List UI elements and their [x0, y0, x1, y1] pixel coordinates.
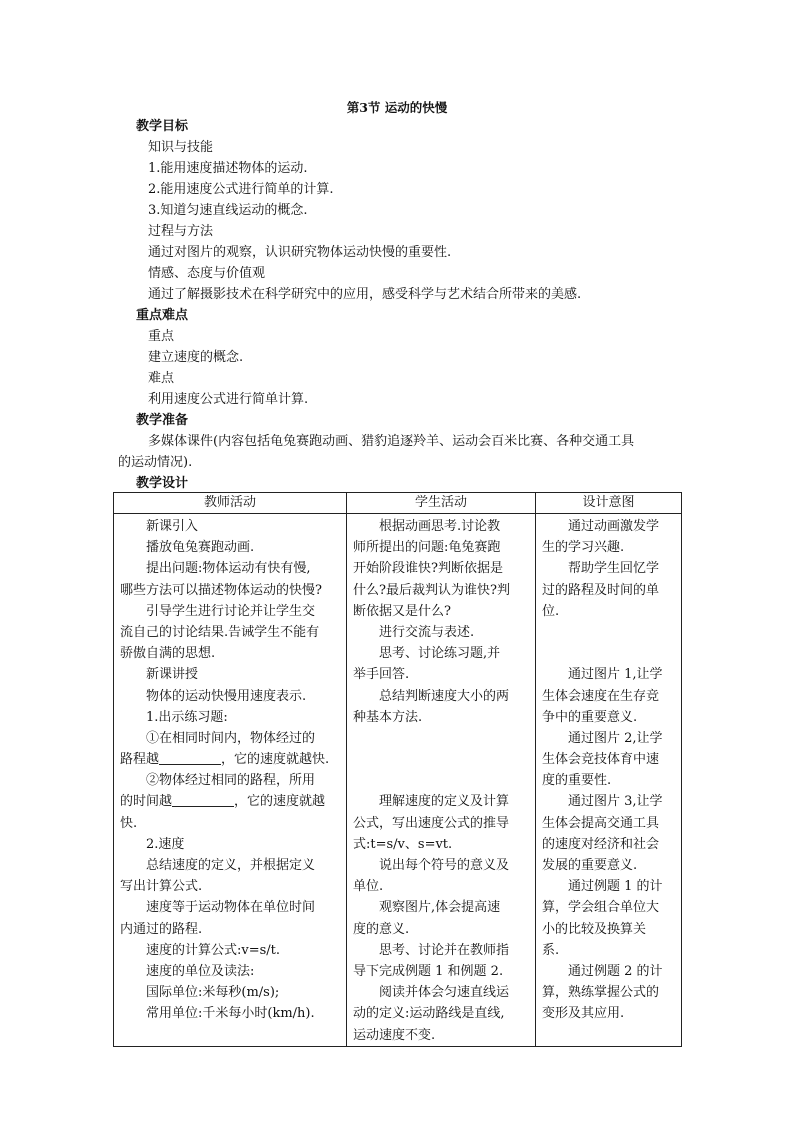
knowledge-item: 1.能用速度描述物体的运动.	[148, 161, 308, 176]
emotion-item: 通过了解摄影技术在科学研究中的应用，感受科学与艺术结合所带来的美感.	[148, 287, 582, 302]
student-line: 式:t=s/v、s=vt.	[353, 836, 453, 852]
prep-line: 的运动情况).	[118, 455, 193, 470]
teacher-line: 速度的计算公式:v=s/t.	[146, 942, 281, 958]
teacher-line: 2.速度	[146, 836, 185, 852]
student-line: 总结判断速度大小的两	[379, 688, 510, 704]
intent-line: 的速度对经济和社会	[542, 836, 660, 852]
intent-line: 过的路程及时间的单	[542, 582, 660, 598]
knowledge-item: 3.知道匀速直线运动的概念.	[148, 203, 308, 218]
teacher-line-with-blank	[120, 791, 340, 812]
teacher-line: 骄傲自满的思想.	[120, 646, 216, 662]
intent-line: 生体会竞技体育中速	[542, 752, 660, 768]
goals-heading: 教学目标	[136, 119, 189, 134]
student-line: 观察图片,体会提高速	[379, 900, 501, 916]
subheading-knowledge: 知识与技能	[148, 140, 214, 155]
prep-line: 多媒体课件(内容包括龟兔赛跑动画、猎豹追逐羚羊、运动会百米比赛、各种交通工具	[148, 434, 635, 449]
design-intent-cell	[536, 514, 682, 1047]
teacher-line: ①在相同时间内，物体经过的	[146, 730, 316, 746]
key-heading: 重点难点	[136, 308, 189, 323]
design-heading: 教学设计	[136, 476, 189, 491]
intent-line: 通过例题 1 的计	[568, 879, 663, 895]
intent-line: 通过图片 1,让学	[568, 667, 663, 683]
intro-section	[118, 116, 680, 494]
intent-line: 小的比较及换算关	[542, 921, 647, 937]
teacher-line: 播放龟兔赛跑动画.	[146, 540, 255, 556]
intent-line: 位.	[542, 603, 560, 619]
teacher-line: 常用单位:千米每小时(km/h).	[146, 1006, 315, 1022]
page-title: 第3节 运动的快慢	[346, 100, 448, 115]
student-line: 思考、讨论练习题,并	[379, 646, 501, 662]
student-line: 运动速度不变.	[353, 1027, 436, 1043]
teacher-line: 流自己的讨论结果.告诫学生不能有	[120, 624, 320, 640]
student-line: 举手回答.	[353, 667, 410, 683]
teacher-line: 新课引入	[146, 519, 199, 534]
student-activity-cell	[347, 514, 536, 1047]
fill-blank	[172, 792, 234, 807]
student-line: 师所提出的问题:龟兔赛跑	[353, 540, 501, 556]
teacher-line: 内通过的路程.	[120, 921, 203, 937]
intent-line: 生体会提高交通工具	[542, 815, 660, 831]
student-line: 度的意义.	[353, 921, 410, 937]
intent-line: 通过动画激发学	[568, 519, 660, 534]
spacer	[542, 622, 675, 643]
teacher-line: 国际单位:米每秒(m/s);	[146, 985, 280, 1001]
teacher-line: 快.	[120, 815, 138, 831]
spacer	[353, 728, 529, 749]
difficulty-text: 利用速度公式进行简单计算.	[148, 392, 309, 407]
student-line: 断依据又是什么?	[353, 603, 451, 619]
intent-line: 生体会速度在生存竞	[542, 688, 660, 704]
teacher-activity-cell	[114, 514, 347, 1047]
student-line: 阅读并体会匀速直线运	[379, 985, 510, 1001]
intent-line: 变形及其应用.	[542, 1006, 625, 1022]
teacher-text: ，它的速度就越	[234, 794, 326, 810]
student-line: 动的定义:运动路线是直线,	[353, 1006, 505, 1022]
teacher-line: 1.出示练习题:	[146, 709, 228, 725]
teacher-line: ②物体经过相同的路程，所用	[146, 773, 316, 789]
intent-line: 通过图片 3,让学	[568, 794, 663, 810]
student-line: 单位.	[353, 879, 384, 895]
student-line: 思考、讨论并在教师指	[379, 942, 510, 958]
key-text: 建立速度的概念.	[148, 350, 244, 365]
difficulty-label: 难点	[148, 371, 175, 386]
spacer	[353, 770, 529, 791]
intent-line: 发展的重要意义.	[542, 858, 638, 873]
teacher-line: 写出计算公式.	[120, 879, 203, 895]
table-header-row	[114, 493, 682, 514]
teacher-line: 提出问题:物体运动有快有慢,	[146, 561, 311, 577]
subheading-emotion: 情感、态度与价值观	[148, 266, 266, 281]
fill-blank	[159, 750, 221, 765]
key-label: 重点	[148, 329, 175, 344]
intent-line: 系.	[542, 942, 560, 958]
student-line: 开始阶段谁快?判断依据是	[353, 561, 503, 577]
table-row	[114, 514, 682, 1047]
student-line: 说出每个符号的意义及	[379, 858, 510, 873]
intent-line: 帮助学生回忆学	[568, 561, 660, 577]
teacher-line: 引导学生进行讨论并让学生交	[146, 603, 316, 619]
intent-line: 度的重要性.	[542, 773, 612, 789]
teacher-text: ，它的速度就越快.	[221, 752, 330, 768]
header-teacher: 教师活动	[114, 493, 347, 514]
teacher-line: 哪些方法可以描述物体运动的快慢?	[120, 582, 322, 598]
spacer	[353, 749, 529, 770]
intent-line: 算，熟练掌握公式的	[542, 985, 660, 1001]
intent-line: 算，学会组合单位大	[542, 900, 660, 916]
prep-heading: 教学准备	[136, 413, 189, 428]
student-line: 公式，写出速度公式的推导	[353, 815, 510, 831]
student-line: 什么?最后裁判认为谁快?判	[353, 582, 510, 598]
teacher-line: 物体的运动快慢用速度表示.	[146, 688, 307, 704]
student-line: 种基本方法.	[353, 709, 423, 725]
student-line: 进行交流与表述.	[379, 624, 475, 640]
intent-line: 争中的重要意义.	[542, 709, 638, 725]
teacher-text: 路程越	[120, 752, 160, 768]
teaching-design-table	[113, 492, 682, 1047]
subheading-method: 过程与方法	[148, 224, 214, 239]
intent-line: 通过图片 2,让学	[568, 730, 663, 746]
spacer	[542, 643, 675, 664]
teacher-text: 的时间越	[120, 794, 173, 810]
teacher-line: 速度等于运动物体在单位时间	[146, 900, 316, 916]
teacher-line: 总结速度的定义，并根据定义	[146, 858, 316, 873]
header-student: 学生活动	[347, 493, 536, 514]
intent-line: 通过例题 2 的计	[568, 963, 663, 979]
method-item: 通过对图片的观察，认识研究物体运动快慢的重要性.	[148, 245, 452, 260]
student-line: 理解速度的定义及计算	[379, 794, 510, 810]
teacher-line-with-blank	[120, 749, 340, 770]
intent-line: 生的学习兴趣.	[542, 540, 625, 556]
teacher-line: 速度的单位及读法:	[146, 963, 255, 979]
student-line: 根据动画思考.讨论教	[379, 519, 501, 534]
knowledge-item: 2.能用速度公式进行简单的计算.	[148, 182, 334, 197]
student-line: 导下完成例题 1 和例题 2.	[353, 963, 504, 979]
header-intent: 设计意图	[536, 493, 682, 514]
teacher-line: 新课讲授	[146, 667, 199, 683]
